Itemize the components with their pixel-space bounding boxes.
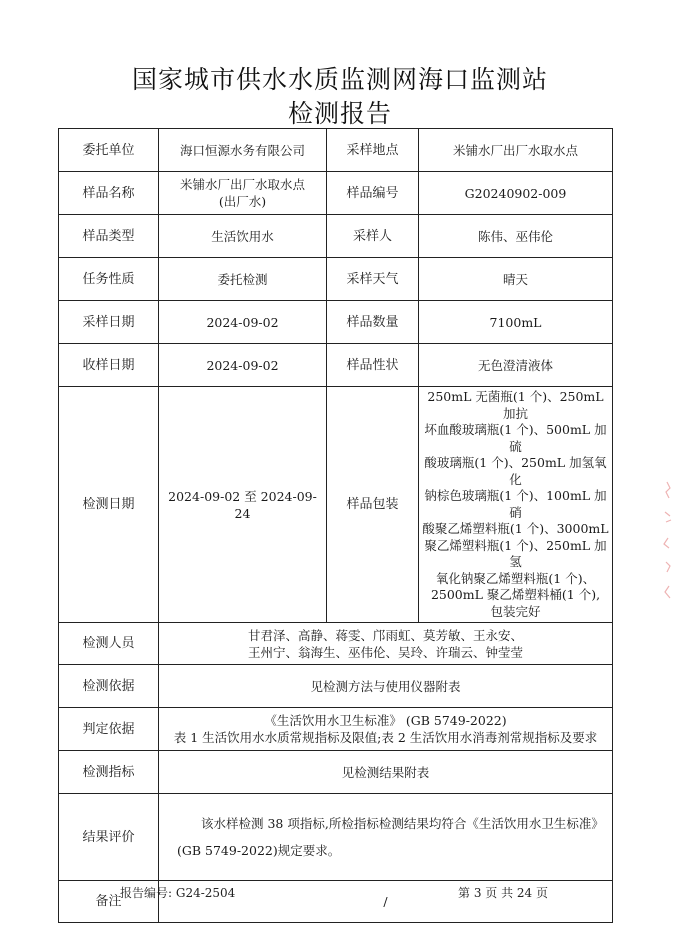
seam-stamp-icon: [660, 478, 674, 608]
conclusion-value: [159, 794, 613, 881]
weather-value: 晴天: [419, 258, 613, 301]
client-label: 委托单位: [59, 129, 159, 172]
remarks-label: 备注: [59, 881, 159, 923]
quantity-label: 样品数量: [327, 301, 419, 344]
testers-line2: 王州宁、翁海生、巫伟伦、吴玲、许瑞云、钟莹莹: [247, 644, 523, 660]
test-date-label: 检测日期: [59, 387, 159, 623]
sample-name-value: [159, 172, 327, 215]
table-row: [59, 301, 613, 344]
report-table: [58, 128, 613, 923]
testers-label: 检测人员: [59, 623, 159, 665]
sampling-date-label: 采样日期: [59, 301, 159, 344]
receipt-date-value: 2024-09-02: [159, 344, 327, 387]
table-row: [59, 623, 613, 665]
sample-no-value: G20240902-009: [419, 172, 613, 215]
sample-name-line2: (出厂水): [218, 194, 267, 209]
judgement-line1: 《生活饮用水卫生标准》 (GB 5749-2022): [264, 713, 507, 728]
table-row: [59, 129, 613, 172]
packing-line: 包装完好: [490, 603, 541, 619]
basis-label: 检测依据: [59, 665, 159, 708]
indicators-label: 检测指标: [59, 751, 159, 794]
sample-name-line1: 米铺水厂出厂水取水点: [179, 177, 305, 192]
packing-line: 酸聚乙烯塑料瓶(1 个)、3000mL: [422, 521, 609, 536]
indicators-value: 见检测结果附表: [159, 751, 613, 794]
table-row: [59, 344, 613, 387]
table-row: [59, 215, 613, 258]
basis-value: 见检测方法与使用仪器附表: [159, 665, 613, 708]
table-row: [59, 751, 613, 794]
table-row: [59, 258, 613, 301]
judgement-value: [159, 708, 613, 751]
sample-no-label: 样品编号: [327, 172, 419, 215]
packing-line: 酸玻璃瓶(1 个)、250mL 加氢氧化: [424, 455, 607, 487]
site-label: 采样地点: [327, 129, 419, 172]
site-value: 米铺水厂出厂水取水点: [419, 129, 613, 172]
state-label: 样品性状: [327, 344, 419, 387]
judgement-label: 判定依据: [59, 708, 159, 751]
judgement-line2: 表 1 生活饮用水水质常规指标及限值;表 2 生活饮用水消毒剂常规指标及要求: [173, 730, 598, 745]
table-row: [59, 665, 613, 708]
table-row: [59, 172, 613, 215]
packing-line: 坏血酸玻璃瓶(1 个)、500mL 加硫: [424, 422, 607, 454]
task-label: 任务性质: [59, 258, 159, 301]
quantity-value: 7100mL: [419, 301, 613, 344]
sample-type-value: 生活饮用水: [159, 215, 327, 258]
weather-label: 采样天气: [327, 258, 419, 301]
conclusion-label: 结果评价: [59, 794, 159, 881]
report-title: 国家城市供水水质监测网海口监测站: [131, 65, 548, 94]
receipt-date-label: 收样日期: [59, 344, 159, 387]
sampler-value: 陈伟、巫伟伦: [419, 215, 613, 258]
packing-line: 250mL 无菌瓶(1 个)、250mL 加抗: [427, 389, 604, 421]
packing-label: 样品包装: [327, 387, 419, 623]
table-row: [59, 794, 613, 881]
sampling-date-value: 2024-09-02: [159, 301, 327, 344]
state-value: 无色澄清液体: [419, 344, 613, 387]
table-row: [59, 387, 613, 623]
table-row: [59, 708, 613, 751]
packing-line: 聚乙烯塑料瓶(1 个)、250mL 加氢: [424, 537, 607, 569]
task-value: 委托检测: [159, 258, 327, 301]
test-date-value: 2024-09-02 至 2024-09-24: [159, 387, 327, 623]
sample-type-label: 样品类型: [59, 215, 159, 258]
sampler-label: 采样人: [327, 215, 419, 258]
packing-line: 氧化钠聚乙烯塑料瓶(1 个)、: [435, 570, 596, 586]
packing-line: 2500mL 聚乙烯塑料桶(1 个),: [430, 587, 601, 602]
testers-value: [159, 623, 613, 665]
conclusion-line1: 该水样检测 38 项指标,所检指标检测结果均符合《生活饮用水卫生标准》: [201, 816, 604, 831]
report-subtitle: 检测报告: [287, 99, 392, 128]
page-info: 第 3 页 共 24 页: [458, 886, 548, 900]
testers-line1: 甘君泽、高静、蒋雯、邝雨虹、莫芳敏、王永安、: [247, 627, 523, 643]
sample-name-label: 样品名称: [59, 172, 159, 215]
conclusion-line2: (GB 5749-2022)规定要求。: [177, 843, 341, 858]
remarks-value: /: [159, 881, 613, 923]
packing-line: 钠棕色玻璃瓶(1 个)、100mL 加硝: [424, 488, 607, 520]
report-number: 报告编号: G24-2504: [120, 886, 236, 900]
client-value: 海口恒源水务有限公司: [159, 129, 327, 172]
packing-value: [419, 387, 613, 623]
